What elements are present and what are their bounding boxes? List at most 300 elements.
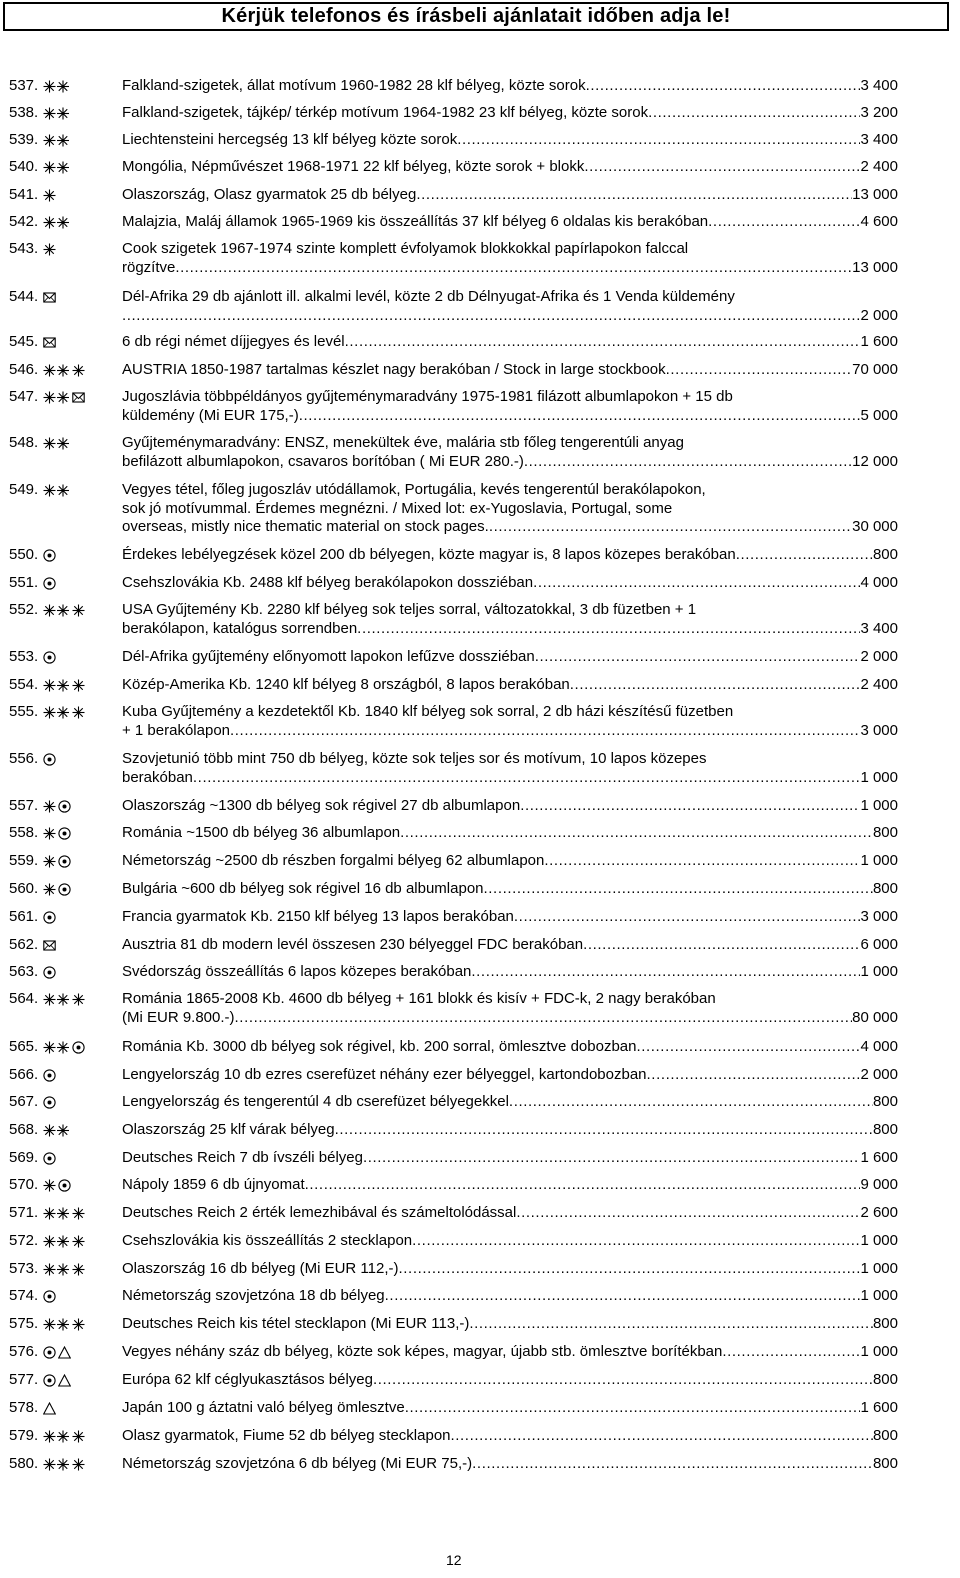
mint-hinged-icon (72, 1458, 85, 1471)
condition-symbols (43, 288, 58, 306)
lot-price: 1 600 (860, 333, 898, 350)
description-line: Szovjetunió több mint 750 db bélyeg, közte sok teljes sor és motívum, 10 lapos közepes (122, 750, 707, 767)
dot-leader (722, 1343, 860, 1362)
description-line: Malajzia, Maláj államok 1965-1969 kis összeállítás 37 klf bélyeg 6 oldalas kis berakóban (122, 213, 709, 230)
lot-price: 1 600 (860, 1149, 898, 1166)
lot-description (122, 797, 898, 816)
mint-nh-icon (43, 107, 70, 120)
dot-leader (400, 824, 873, 843)
lot-price: 1 000 (860, 852, 898, 869)
description-line: Falkland-szigetek, állat motívum 1960-1982 28 klf bélyeg, közte sorok (122, 77, 586, 94)
lot-description (122, 936, 898, 955)
lot-number: 576. (9, 1343, 39, 1360)
mint-nh-icon (43, 161, 70, 174)
mint-hinged-icon (43, 800, 56, 813)
lot-description (122, 131, 898, 150)
dot-leader (584, 158, 860, 177)
lot-number: 538. (9, 104, 39, 121)
dot-leader (416, 186, 852, 205)
lot-price: 1 000 (860, 1287, 898, 1304)
description-line: Svédország összeállítás 6 lapos közepes berakóban (122, 963, 472, 980)
condition-symbols (43, 797, 73, 815)
description-line: Érdekes lebélyegzések közel 200 db bélyegen, közte magyar is, 8 lapos közepes berakóban (122, 546, 736, 563)
lot-price: 1 600 (860, 1399, 898, 1416)
description-line: Olasz gyarmatok, Fiume 52 db bélyeg stecklapon (122, 1427, 451, 1444)
lot-price: 9 000 (860, 1176, 898, 1193)
dot-leader (363, 1149, 860, 1168)
description-line: overseas, mistly nice thematic material on stock pages. (122, 518, 489, 535)
condition-symbols (43, 361, 87, 379)
mint-nh-icon (43, 1235, 70, 1248)
lot-number: 573. (9, 1260, 39, 1277)
lot-description (122, 1287, 898, 1306)
lot-price: 2 400 (860, 158, 898, 175)
mint-hinged-icon (43, 883, 56, 896)
condition-symbols (43, 963, 58, 981)
lot-description (122, 1038, 898, 1057)
lot-number: 548. (9, 434, 39, 451)
lot-description (122, 158, 898, 177)
dot-leader (235, 1009, 853, 1028)
mint-nh-icon (43, 1263, 70, 1276)
lot-price: 3 400 (860, 131, 898, 148)
lot-price: 800 (872, 1093, 898, 1110)
condition-symbols (43, 908, 58, 926)
lot-number: 574. (9, 1287, 39, 1304)
mint-hinged-icon (43, 189, 56, 202)
mint-nh-icon (43, 437, 70, 450)
lot-number: 578. (9, 1399, 39, 1416)
lot-price: 2 400 (860, 676, 898, 693)
description-line: + 1 berakólapon (122, 721, 231, 739)
description-line: Cook szigetek 1967-1974 szinte komplett évfolyamok blokkokkal papírlapokon falccal (122, 240, 689, 257)
mint-hinged-icon (43, 243, 56, 256)
mint-hinged-icon (43, 855, 56, 868)
dot-leader (175, 259, 852, 278)
lot-price: 70 000 (852, 361, 898, 378)
lot-description (122, 1371, 898, 1390)
lot-price: 800 (872, 1371, 898, 1388)
lot-description (122, 481, 898, 537)
cover-icon (43, 336, 56, 349)
lot-description (122, 1399, 898, 1418)
used-icon (43, 753, 56, 766)
condition-symbols (43, 990, 87, 1008)
dot-leader (469, 1315, 873, 1334)
dot-leader (570, 676, 861, 695)
lot-number: 569. (9, 1149, 39, 1166)
lot-number: 541. (9, 186, 39, 203)
lot-price: 1 000 (860, 963, 898, 980)
lot-price: 3 400 (860, 77, 898, 94)
condition-symbols (43, 546, 58, 564)
dot-leader (122, 307, 860, 326)
lot-description (122, 104, 898, 123)
lot-description (122, 1455, 898, 1474)
lot-price: 2 000 (860, 306, 898, 324)
description-line: Bulgária ~600 db bélyeg sok régivel 16 db albumlapon (122, 880, 484, 897)
lot-number: 543. (9, 240, 39, 257)
condition-symbols (43, 240, 58, 258)
lot-description (122, 213, 898, 232)
description-line: Románia Kb. 3000 db bélyeg sok régivel, kb. 200 sorral, ömlesztve dobozban (122, 1038, 637, 1055)
description-line: AUSTRIA 1850-1987 tartalmas készlet nagy berakóban / Stock in large stockbook (122, 361, 666, 378)
condition-symbols (43, 1038, 87, 1056)
lot-price: 1 000 (860, 1343, 898, 1360)
condition-symbols (43, 388, 87, 406)
mint-hinged-icon (43, 1179, 56, 1192)
dot-leader (524, 453, 852, 472)
lot-description (122, 388, 898, 425)
dot-leader (345, 333, 861, 352)
lot-number: 537. (9, 77, 39, 94)
lot-number: 568. (9, 1121, 39, 1138)
triangle-icon (43, 1402, 56, 1415)
lot-number: 556. (9, 750, 39, 767)
description-line: Olaszország ~1300 db bélyeg sok régivel 27 db albumlapon (122, 797, 521, 814)
condition-symbols (43, 1371, 73, 1389)
dot-leader (299, 407, 861, 426)
description-line: Deutsches Reich kis tétel stecklapon (Mi EUR 113,-) (122, 1315, 470, 1332)
lot-description (122, 1066, 898, 1085)
lot-price: 1 000 (860, 1260, 898, 1277)
mint-hinged-icon (72, 1430, 85, 1443)
mint-nh-icon (43, 1318, 70, 1331)
lot-description (122, 546, 898, 565)
lot-number: 555. (9, 703, 39, 720)
description-line: Deutsches Reich 7 db ívszéli bélyeg (122, 1149, 363, 1166)
lot-price: 6 000 (860, 936, 898, 953)
condition-symbols (43, 158, 72, 176)
condition-symbols (43, 1287, 58, 1305)
lot-description (122, 880, 898, 899)
description-line: Nápoly 1859 6 db újnyomat (122, 1176, 305, 1193)
description-line: Románia ~1500 db bélyeg 36 albumlapon (122, 824, 401, 841)
lot-description (122, 574, 898, 593)
dot-leader (533, 574, 860, 593)
lot-number: 575. (9, 1315, 39, 1332)
lot-number: 561. (9, 908, 39, 925)
lot-price: 1 000 (860, 797, 898, 814)
used-icon (58, 827, 71, 840)
mint-hinged-icon (72, 1318, 85, 1331)
mint-nh-icon (43, 1124, 70, 1137)
lot-description (122, 240, 898, 277)
description-line: befilázott albumlapokon, csavaros borítóban ( Mi EUR 280.-) (122, 452, 524, 470)
mint-hinged-icon (72, 1263, 85, 1276)
description-line: sok jó motívummal. Érdemes megnézni. / Mixed lot: ex-Yugoslavia, Portugal, some (122, 499, 673, 517)
lot-number: 564. (9, 990, 39, 1007)
lot-number: 580. (9, 1455, 39, 1472)
description-line: Dél-Afrika gyűjtemény előnyomott lapokon lefűzve dossziéban (122, 648, 535, 665)
cover-icon (72, 391, 85, 404)
dot-leader (586, 77, 861, 96)
description-line: küldemény (Mi EUR 175,-) (122, 406, 299, 424)
lot-description (122, 1315, 898, 1334)
dot-leader (385, 1287, 861, 1306)
description-line: Lengyelország 10 db ezres csere​füzet néhány ezer bélyeggel, kartondobozban (122, 1066, 647, 1083)
mint-hinged-icon (43, 827, 56, 840)
description-line: Dél-Afrika 29 db ajánlott ill. alkalmi levél, közte 2 db Délnyugat-Afrika és 1 Venda küldemény (122, 288, 735, 305)
triangle-icon (58, 1374, 71, 1387)
lot-price: 12 000 (852, 452, 898, 470)
lot-price: 80 000 (852, 1008, 898, 1026)
description-line: Csehszlovákia Kb. 2488 klf bélyeg berakólapokon dossziéban (122, 574, 534, 591)
dot-leader (636, 1038, 860, 1057)
dot-leader (535, 648, 861, 667)
condition-symbols (43, 676, 87, 694)
lot-description (122, 1260, 898, 1279)
used-icon (43, 1152, 56, 1165)
lot-number: 544. (9, 288, 39, 305)
dot-leader (230, 722, 860, 741)
lot-description (122, 434, 898, 471)
condition-symbols (43, 880, 73, 898)
dot-leader (305, 1176, 861, 1195)
condition-symbols (43, 1260, 87, 1278)
condition-symbols (43, 1121, 72, 1139)
condition-symbols (43, 131, 72, 149)
lot-description (122, 908, 898, 927)
description-line: Kuba Gyűjtemény a kezdetektől Kb. 1840 klf bélyeg sok sorral, 2 db házi készítésű füzetben (122, 703, 734, 720)
mint-nh-icon (43, 1458, 70, 1471)
used-icon (43, 1374, 56, 1387)
lot-price: 2 600 (860, 1204, 898, 1221)
lot-number: 579. (9, 1427, 39, 1444)
lot-number: 571. (9, 1204, 39, 1221)
cover-icon (43, 939, 56, 952)
mint-nh-icon (43, 364, 70, 377)
description-line: USA Gyűjtemény Kb. 2280 klf bélyeg sok teljes sorral, változatokkal, 3 db füzetben + 1 (122, 601, 697, 618)
lot-description (122, 601, 898, 638)
description-line: Európa 62 klf céglyukasztásos bélyeg (122, 1371, 373, 1388)
used-icon (58, 1179, 71, 1192)
dot-leader (405, 1399, 861, 1418)
dot-leader (666, 361, 852, 380)
mint-nh-icon (43, 1430, 70, 1443)
lot-description (122, 852, 898, 871)
mint-nh-icon (43, 134, 70, 147)
lot-price: 4 600 (860, 213, 898, 230)
dot-leader (193, 769, 861, 788)
dot-leader (457, 131, 860, 150)
lot-description (122, 1176, 898, 1195)
lot-number: 577. (9, 1371, 39, 1388)
condition-symbols (43, 213, 72, 231)
lot-description (122, 333, 898, 352)
condition-symbols (43, 481, 72, 499)
mint-nh-icon (43, 391, 70, 404)
page-number: 12 (446, 1552, 462, 1568)
mint-nh-icon (43, 80, 70, 93)
condition-symbols (43, 750, 58, 768)
used-icon (58, 883, 71, 896)
mint-nh-icon (43, 604, 70, 617)
description-line: Japán 100 g áztatni való bélyeg ömlesztve (122, 1399, 405, 1416)
dot-leader (451, 1427, 873, 1446)
lot-price: 13 000 (852, 186, 898, 203)
used-icon (43, 1346, 56, 1359)
description-line: Románia 1865-2008 Kb. 4600 db bélyeg + 161 blokk és kisív + FDC-k, 2 nagy berakóban (122, 990, 716, 1007)
lot-description (122, 1232, 898, 1251)
description-line: Németország szovjetzóna 6 db bélyeg (Mi EUR 75,-) (122, 1455, 473, 1472)
mint-nh-icon (43, 484, 70, 497)
mint-hinged-icon (72, 993, 85, 1006)
lot-number: 570. (9, 1176, 39, 1193)
condition-symbols (43, 1343, 73, 1361)
lot-price: 2 000 (860, 1066, 898, 1083)
condition-symbols (43, 1315, 87, 1333)
page-title: Kérjük telefonos és írásbeli ajánlatait időben adja le! (3, 2, 949, 31)
dot-leader (544, 852, 860, 871)
lot-description (122, 1093, 898, 1112)
condition-symbols (43, 601, 87, 619)
cover-icon (43, 291, 56, 304)
lot-number: 562. (9, 936, 39, 953)
condition-symbols (43, 1066, 58, 1084)
lot-description (122, 824, 898, 843)
lot-number: 550. (9, 546, 39, 563)
lot-number: 546. (9, 361, 39, 378)
lot-number: 542. (9, 213, 39, 230)
mint-nh-icon (43, 706, 70, 719)
mint-hinged-icon (72, 364, 85, 377)
lot-number: 554. (9, 676, 39, 693)
lot-description (122, 750, 898, 787)
description-line: Németország szovjetzóna 18 db bélyeg (122, 1287, 385, 1304)
lot-price: 30 000 (852, 518, 898, 535)
condition-symbols (43, 104, 72, 122)
condition-symbols (43, 852, 73, 870)
description-line: Közép-Amerika Kb. 1240 klf bélyeg 8 országból, 8 lapos berakóban (122, 676, 570, 693)
lot-number: 557. (9, 797, 39, 814)
dot-leader (708, 213, 860, 232)
used-icon (43, 577, 56, 590)
lot-description (122, 703, 898, 740)
dot-leader (471, 963, 860, 982)
dot-leader (373, 1371, 873, 1390)
lot-number: 549. (9, 481, 39, 498)
dot-leader (514, 908, 861, 927)
lot-price: 1 000 (860, 768, 898, 786)
lot-number: 563. (9, 963, 39, 980)
condition-symbols (43, 824, 73, 842)
lot-description (122, 1121, 898, 1140)
lot-number: 547. (9, 388, 39, 405)
triangle-icon (58, 1346, 71, 1359)
description-line: berakóban (122, 768, 193, 786)
dot-leader (472, 1455, 873, 1474)
description-line: Gyűjteménymaradvány: ENSZ, menekültek éve, malária stb főleg tengerentúli anyag (122, 434, 684, 451)
lot-price: 13 000 (852, 258, 898, 276)
lot-number: 565. (9, 1038, 39, 1055)
lot-price: 5 000 (860, 406, 898, 424)
lot-number: 551. (9, 574, 39, 591)
dot-leader (399, 1260, 861, 1279)
condition-symbols (43, 1232, 87, 1250)
lot-number: 560. (9, 880, 39, 897)
condition-symbols (43, 1149, 58, 1167)
condition-symbols (43, 703, 87, 721)
lot-price: 2 000 (860, 648, 898, 665)
lot-number: 566. (9, 1066, 39, 1083)
mint-hinged-icon (72, 604, 85, 617)
used-icon (43, 549, 56, 562)
lot-price: 1 000 (860, 1232, 898, 1249)
condition-symbols (43, 434, 72, 452)
description-line: Ausztria 81 db modern levél összesen 230 bélyeggel FDC berakóban (122, 936, 584, 953)
lot-number: 558. (9, 824, 39, 841)
used-icon (43, 1290, 56, 1303)
lot-number: 559. (9, 852, 39, 869)
dot-leader (484, 880, 873, 899)
description-line: Falkland-szigetek, tájkép/ térkép motívum 1964-1982 23 klf bélyeg, közte sorok (122, 104, 649, 121)
condition-symbols (43, 574, 58, 592)
lot-price: 800 (872, 880, 898, 897)
description-line: berakólapon, katalógus sorrendben (122, 619, 358, 637)
dot-leader (648, 104, 860, 123)
dot-leader (516, 1204, 860, 1223)
used-icon (58, 855, 71, 868)
used-icon (43, 1096, 56, 1109)
condition-symbols (43, 1427, 87, 1445)
condition-symbols (43, 1399, 58, 1417)
lot-number: 572. (9, 1232, 39, 1249)
lot-number: 545. (9, 333, 39, 350)
mint-nh-icon (43, 216, 70, 229)
description-line: 6 db régi német díjjegyes és levél (122, 333, 345, 350)
description-line: Vegyes néhány száz db bélyeg, közte sok képes, magyar, újabb stb. ömlesztve borítékban (122, 1343, 723, 1360)
lot-description (122, 1343, 898, 1362)
condition-symbols (43, 1176, 73, 1194)
used-icon (58, 800, 71, 813)
description-line: Francia gyarmatok Kb. 2150 klf bélyeg 13 lapos berakóban (122, 908, 514, 925)
description-line: Deutsches Reich 2 érték lemezhibával és számeltolódással (122, 1204, 517, 1221)
lot-description (122, 1427, 898, 1446)
lot-number: 567. (9, 1093, 39, 1110)
lot-price: 3 400 (860, 619, 898, 637)
lot-price: 800 (872, 1455, 898, 1472)
lot-description (122, 77, 898, 96)
condition-symbols (43, 1455, 87, 1473)
lot-price: 800 (872, 546, 898, 563)
mint-nh-icon (43, 1207, 70, 1220)
used-icon (72, 1041, 85, 1054)
description-line: Németország ~2500 db részben forgalmi bélyeg 62 albumlapon (122, 852, 545, 869)
lot-description (122, 1204, 898, 1223)
condition-symbols (43, 186, 58, 204)
lot-number: 540. (9, 158, 39, 175)
description-line: Csehszlovákia kis összeállítás 2 stecklapon (122, 1232, 413, 1249)
condition-symbols (43, 1093, 58, 1111)
lot-description (122, 990, 898, 1027)
dot-leader (583, 936, 860, 955)
lot-price: 4 000 (860, 1038, 898, 1055)
mint-hinged-icon (72, 706, 85, 719)
mint-nh-icon (43, 679, 70, 692)
lot-description (122, 963, 898, 982)
dot-leader (335, 1121, 873, 1140)
lot-description (122, 648, 898, 667)
lot-description (122, 1149, 898, 1168)
lot-price: 800 (872, 824, 898, 841)
dot-leader (509, 1093, 873, 1112)
description-line: Lengyelország és tengerentúl 4 db cserefüzet bélyegekkel (122, 1093, 509, 1110)
mint-nh-icon (43, 1041, 70, 1054)
description-line: Olaszország 16 db bélyeg (Mi EUR 112,-) (122, 1260, 399, 1277)
dot-leader (412, 1232, 860, 1251)
dot-leader (357, 620, 860, 639)
